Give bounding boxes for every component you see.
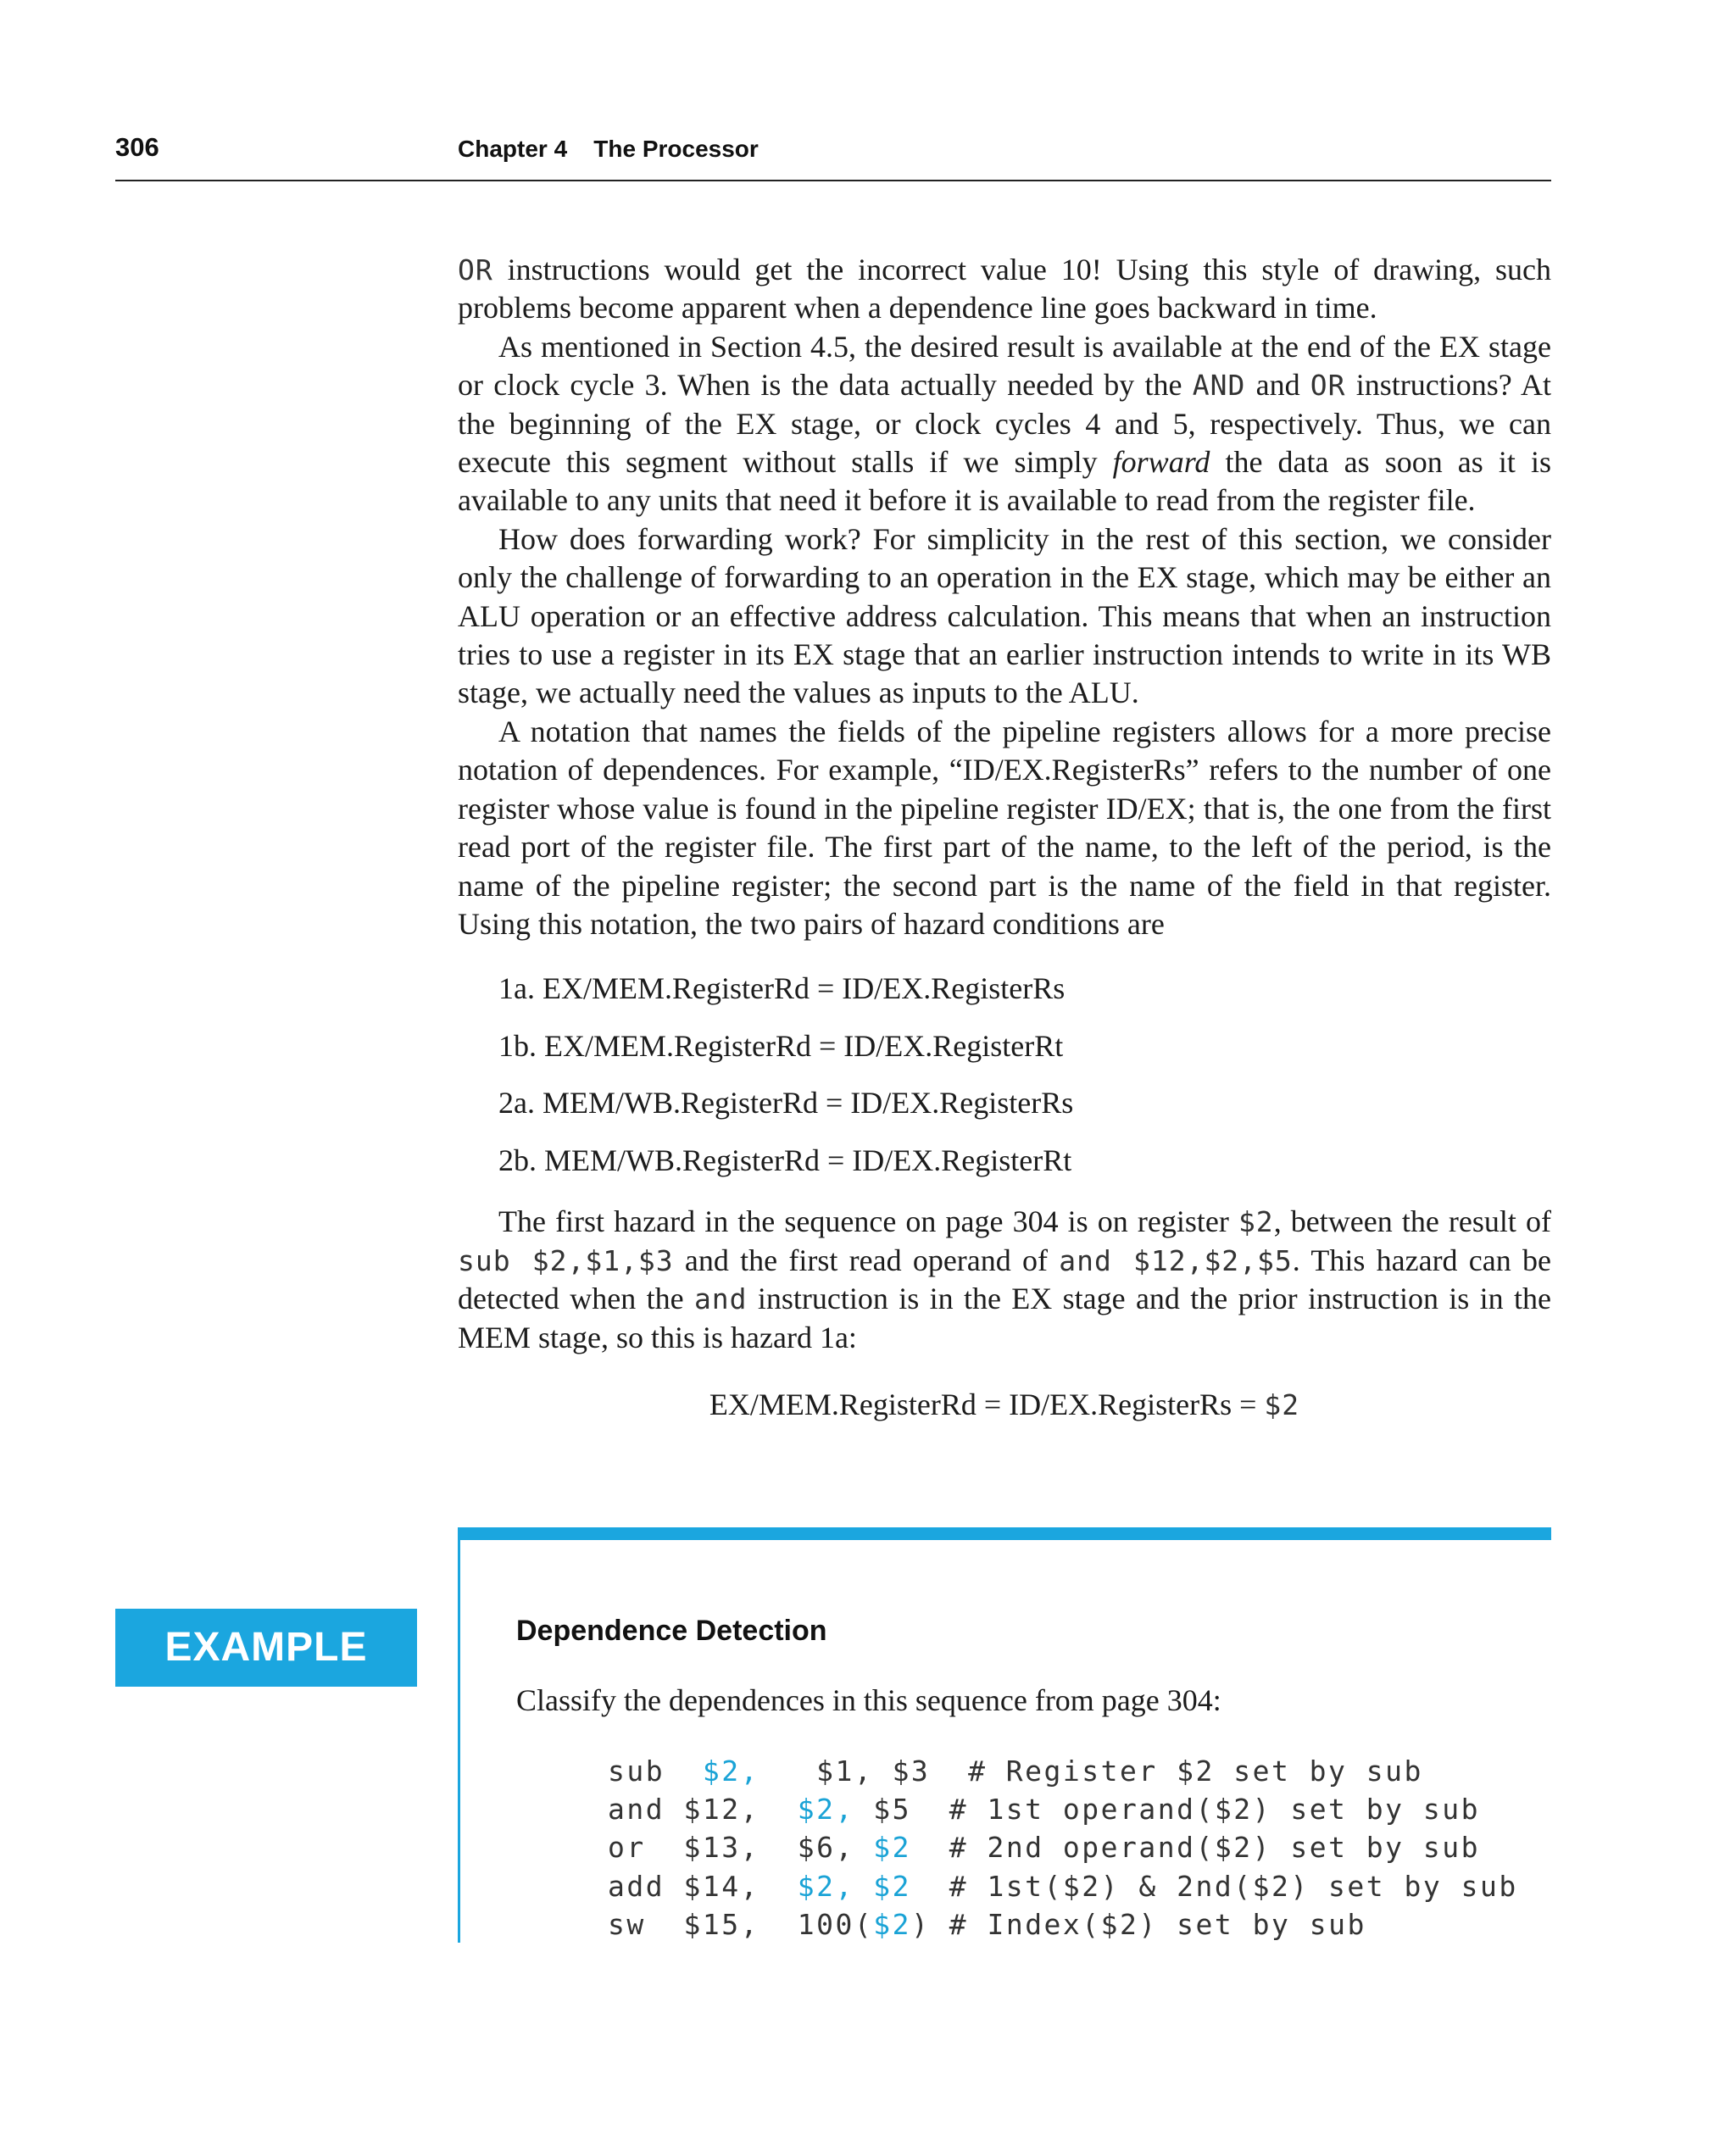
- code-listing: [608, 1752, 1518, 1944]
- code-reg: $2: [1238, 1205, 1274, 1239]
- hazard-condition: 2b. MEM/WB.RegisterRd = ID/EX.RegisterRt: [498, 1143, 1072, 1177]
- code-or: OR: [458, 253, 493, 286]
- example-title: Dependence Detection: [516, 1615, 827, 1647]
- paragraph-1: OR instructions would get the incorrect value 10! Using this style of drawing, such problems become apparent when a dependence line goes backward in time.: [458, 253, 1551, 325]
- body-text: [458, 251, 1551, 1424]
- code-sub: sub $2,$1,$3: [458, 1243, 674, 1277]
- page-number: 306: [115, 132, 159, 162]
- code-and: and: [693, 1282, 748, 1316]
- example-label: EXAMPLE: [115, 1609, 417, 1687]
- hazard-condition: 1a. EX/MEM.RegisterRd = ID/EX.RegisterRs: [498, 971, 1066, 1006]
- running-head: Chapter 4 The Processor: [458, 136, 759, 162]
- code-line: add $14, $2, $2 # 1st($2) & 2nd($2) set by sub: [608, 1869, 1518, 1903]
- code-line: sw $15, 100($2) # Index($2) set by sub: [608, 1907, 1366, 1941]
- code-or: OR: [1310, 369, 1346, 403]
- code-line: and $12, $2, $5 # 1st operand($2) set by sub: [608, 1793, 1480, 1827]
- example-prompt: Classify the dependences in this sequence from page 304:: [516, 1683, 1221, 1717]
- code-line: or $13, $6, $2 # 2nd operand($2) set by sub: [608, 1831, 1481, 1865]
- paragraph-5: The first hazard in the sequence on page 304 is on register $2, between the result of sub $2,$1,$3 and the first read operand of and $12,$2,$5. This hazard can be detected when the and instruction is in the EX stage and the prior instruction is in the MEM stage, so this is hazard 1a:: [458, 1204, 1551, 1354]
- page-header: [115, 127, 1551, 181]
- code-line: sub $2, $1, $3 # Register $2 set by sub: [608, 1755, 1423, 1788]
- code-reg: $2: [1264, 1387, 1300, 1421]
- hazard-condition: 2a. MEM/WB.RegisterRd = ID/EX.RegisterRs: [498, 1086, 1074, 1121]
- paragraph-3: How does forwarding work? For simplicity in the rest of this section, we consider only the challenge of forwarding to an operation in the EX stage, which may be either an ALU operation or an effective address calculation. This means that when an instruction tries to use a register in its EX stage that an earlier instruction intends to write in its WB stage, we actually need the values as inputs to the ALU.: [458, 521, 1551, 710]
- code-and: AND: [1192, 369, 1246, 403]
- paragraph-4: A notation that names the fields of the pipeline registers allows for a more precise notation of dependences. For example, “ID/EX.RegisterRs” refers to the number of one register whose value is found in the pipeline register ID/EX; that is, the one from the first read port of the register file. The first part of the name, to the left of the period, is the name of the pipeline register; the second part is the name of the field in that register. Using this notation, the two pairs of hazard conditions are: [458, 714, 1551, 941]
- emphasis-forward: forward: [1112, 445, 1210, 480]
- example-box: [458, 1527, 1551, 1943]
- code-and-instr: and $12,$2,$5: [1059, 1243, 1293, 1277]
- equation: EX/MEM.RegisterRd = ID/EX.RegisterRs = $2: [709, 1387, 1300, 1421]
- paragraph-2: As mentioned in Section 4.5, the desired result is available at the end of the EX stage or clock cycle 3. When is the data actually needed by the AND and OR instructions? At the beginning of the EX stage, or clock cycles 4 and 5, respectively. Thus, we can execute this segment without stalls if we simply forward the data as soon as it is available to any units that need it before it is available to read from the register file.: [458, 329, 1551, 518]
- hazard-condition: 1b. EX/MEM.RegisterRd = ID/EX.RegisterRt: [498, 1028, 1064, 1063]
- hazard-conditions-list: [498, 960, 1551, 1189]
